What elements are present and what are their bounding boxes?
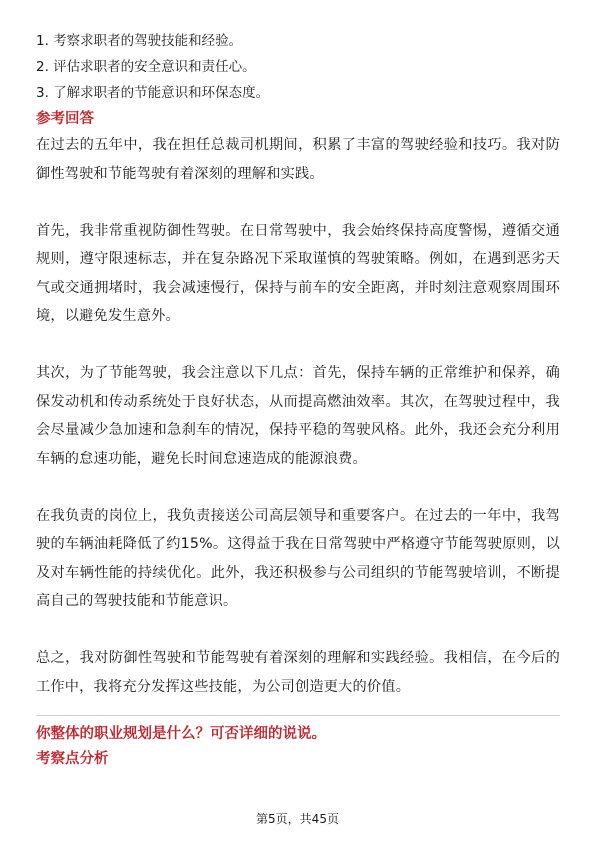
page-number: 第5页，共45页 [256,812,339,826]
question-heading: 你整体的职业规划是什么？可否详细的说说。 [36,726,326,742]
answer-paragraph: 首先，我非常重视防御性驾驶。在日常驾驶中，我会始终保持高度警惕，遵循交通规则，遵守限速标志，并在复杂路况下采取谨慎的驾驶策略。例如，在遇到恶劣天气或交通拥堵时，我会减速慢行，保持与前车的安全距离，并时刻注意观察周围环境，以避免发生意外。 [36,222,560,324]
answer-heading: 参考回答 [36,111,94,127]
document-page [36,28,560,771]
answer-paragraph: 在过去的五年中，我在担任总裁司机期间，积累了丰富的驾驶经验和技巧。我对防御性驾驶和节能驾驶有着深刻的理解和实践。 [36,137,560,182]
analysis-heading: 考察点分析 [36,751,109,767]
goal-item: 1. 考察求职者的驾驶技能和经验。 [36,33,243,49]
answer-paragraph: 总之，我对防御性驾驶和节能驾驶有着深刻的理解和实践经验。我相信，在今后的工作中，我将充分发挥这些技能，为公司创造更大的价值。 [36,650,560,695]
goal-item: 2. 评估求职者的安全意识和责任心。 [36,59,256,75]
section-divider [36,715,560,716]
goal-item: 3. 了解求职者的节能意识和环保态度。 [36,85,270,101]
answer-paragraph: 在我负责的岗位上，我负责接送公司高层领导和重要客户。在过去的一年中，我驾驶的车辆油耗降低了约15%。这得益于我在日常驾驶中严格遵守节能驾驶原则，以及对车辆性能的持续优化。此外，我还积极参与公司组织的节能驾驶培训，不断提高自己的驾驶技能和节能意识。 [36,507,560,609]
answer-paragraph: 其次，为了节能驾驶，我会注意以下几点：首先，保持车辆的正常维护和保养，确保发动机和传动系统处于良好状态，从而提高燃油效率。其次，在驾驶过程中，我会尽量减少急加速和急刹车的情况，保持平稳的驾驶风格。此外，我还会充分利用车辆的怠速功能，避免长时间怠速造成的能源浪费。 [36,365,560,467]
